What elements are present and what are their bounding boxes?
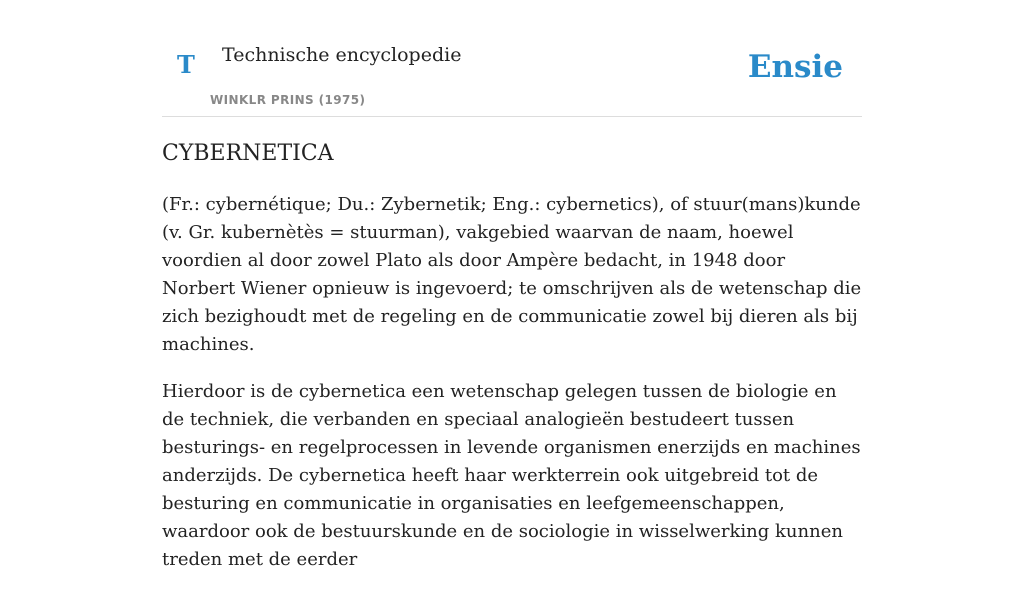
article-paragraph: Hierdoor is de cybernetica een wetenschap gelegen tussen de biologie en de techniek, die verbanden en speciaal analogieën bestudeert tussen besturings- en regelprocessen in levende organismen enerzijds en machines anderzijds. De cybernetica heeft haar werkterrein ook uitgebreid tot de besturing en communicatie in organisaties en leefgemeenschappen, waardoor ook de bestuurskunde en de sociologie in wisselwerking kunnen treden met de eerder bbox=[162, 381, 861, 570]
book-logo-link[interactable]: T bbox=[177, 50, 195, 79]
article-body bbox=[162, 191, 862, 593]
entry-title: CYBERNETICA bbox=[162, 141, 334, 166]
header bbox=[162, 0, 862, 117]
ensie-brand-link[interactable]: Ensie bbox=[747, 49, 843, 85]
book-source-label: WINKLR PRINS (1975) bbox=[210, 93, 366, 107]
content-container bbox=[162, 0, 862, 570]
book-title-link[interactable]: Technische encyclopedie bbox=[222, 44, 462, 66]
article-paragraph: (Fr.: cybernétique; Du.: Zybernetik; Eng.: cybernetics), of stuur(mans)kunde (v. Gr. kubernètès = stuurman), vakgebied waarvan de naam, hoewel voordien al door zowel Plato als door Ampère bedacht, in 1948 door Norbert Wiener opnieuw is ingevoerd; te omschrijven als de wetenschap die zich bezighoudt met de regeling en de communicatie zowel bij dieren als bij machines. bbox=[162, 194, 862, 355]
